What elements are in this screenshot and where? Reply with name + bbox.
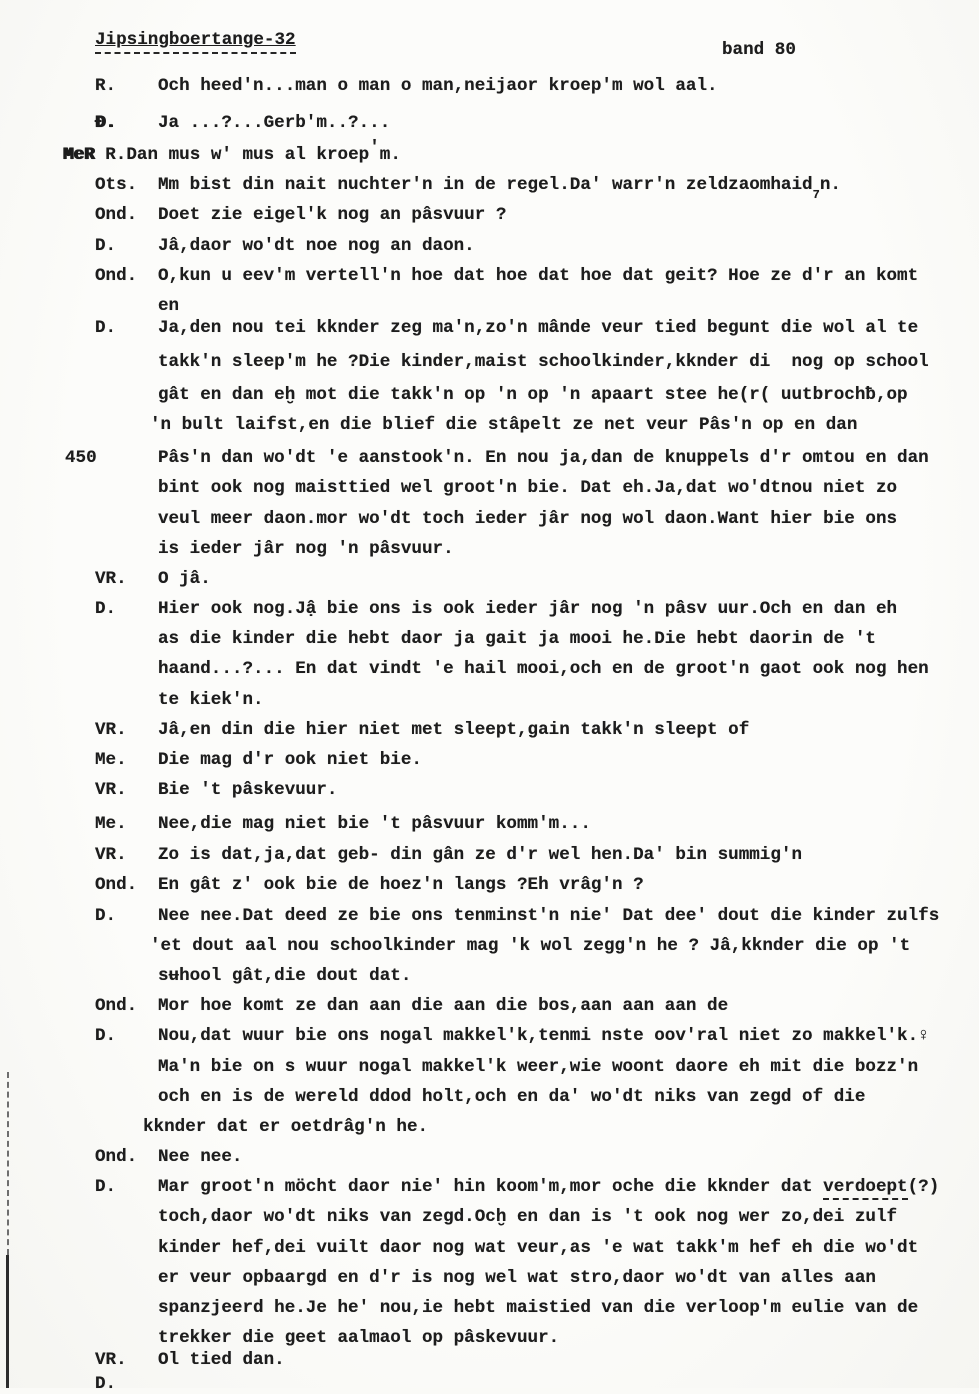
- transcript-line: [0, 1087, 979, 1117]
- line-text: [150, 415, 857, 435]
- line-text: [158, 1087, 865, 1107]
- line-text: [158, 1057, 918, 1077]
- line-text-part: kknder dat er oetdrâg'n he.: [143, 1116, 429, 1137]
- transcript-line: [0, 415, 979, 448]
- transcript-line: [0, 1057, 979, 1087]
- transcript-line: [0, 780, 979, 814]
- speaker-label: R.: [95, 76, 117, 96]
- transcript-line: [0, 1350, 979, 1380]
- transcript-line: [0, 509, 979, 539]
- line-text-part: Nee,die mag niet bie 't pâsvuur komm'm...: [158, 814, 591, 835]
- transcript-line: [0, 1147, 979, 1177]
- line-text: [143, 1117, 428, 1137]
- speaker-label: VR.: [95, 845, 127, 866]
- line-text-part: trekker die geet aalmaol op pâskevuur.: [158, 1328, 560, 1349]
- speaker-label: Me.: [95, 750, 127, 770]
- speaker-label: Ond.: [95, 265, 138, 286]
- line-text-part: och en is de wereld ddod holt,och en da' wo'dt niks van zegd of die: [158, 1086, 866, 1107]
- line-text-part: gât en dan eḫ mot die takk'n op 'n op 'n apaart stee he(r( uutbrochƀ,op: [158, 384, 908, 405]
- line-text: [158, 509, 897, 529]
- transcript-line: [0, 1298, 979, 1328]
- line-text-part: Ja,den nou tei kknder zeg ma'n,zo'n mânde veur tied begunt die wol al te: [158, 317, 919, 338]
- line-text-part: 'et dout aal nou schoolkinder mag 'k wol zegg'n he ? Jâ,kknder die op 't: [150, 935, 911, 956]
- line-text-part: Jâ,en din die hier niet met sleept,gain takk'n sleept of: [158, 719, 750, 740]
- line-text: [158, 845, 802, 865]
- transcript-line: [0, 629, 979, 659]
- band-number: band 80: [722, 40, 796, 60]
- line-text-part: bint ook nog maisttied wel groot'n bie. Dat eh.Ja,dat wo'dtnou niet zo: [158, 478, 898, 499]
- margin-number: 450: [65, 448, 97, 469]
- line-text-part: Die mag d'r ook niet bie.: [158, 750, 422, 770]
- line-text-part: En gât z' ook bie de hoez'n langs ?Eh vrâg'n ?: [158, 875, 644, 896]
- cutoff-speaker-label: D.: [95, 1374, 117, 1394]
- line-text: [158, 478, 897, 498]
- line-text: [158, 906, 939, 926]
- line-text-part: is ieder jâr nog 'n pâsvuur.: [158, 538, 454, 559]
- line-text: [158, 629, 876, 649]
- line-text: [150, 936, 910, 956]
- transcript-line: [0, 690, 979, 720]
- line-text-part: verdoept: [823, 1177, 907, 1200]
- speaker-label: VR.: [95, 568, 127, 589]
- transcript-line: [0, 318, 979, 352]
- transcript-line: [0, 1177, 979, 1207]
- speaker-label: Ond.: [95, 875, 138, 896]
- transcript-line: [0, 296, 979, 318]
- line-text: [158, 1350, 285, 1370]
- transcript-line: [0, 448, 979, 478]
- line-text-part: as die kinder die hebt daor ja gait ja mooi he.Die hebt daorin de 't: [158, 629, 876, 650]
- transcript-line: [0, 352, 979, 385]
- line-text: [158, 814, 591, 834]
- line-text: [158, 296, 179, 316]
- line-text-part: Jâ,daor wo'dt noe nog an daon.: [158, 235, 475, 256]
- speaker-label: D.: [95, 599, 117, 620]
- line-text: [63, 138, 401, 165]
- line-text-part: Hier ook nog.Jậ bie ons is ook ieder jâr nog 'n pâsv uur.Och en dan eh: [158, 599, 898, 620]
- line-text-part: Pâs'n dan wo'dt 'e aanstook'n. En nou ja,dan de knuppels d'r omtou en dan: [158, 448, 929, 469]
- transcript-line: [0, 1117, 979, 1147]
- transcript: [0, 76, 979, 1380]
- line-text: [158, 236, 475, 256]
- transcript-line: [0, 205, 979, 235]
- speaker-label: D.: [95, 1026, 117, 1047]
- line-text: [158, 266, 918, 286]
- line-text: [158, 599, 897, 619]
- speaker-label: Ɖ.: [95, 113, 117, 133]
- line-text: [158, 750, 422, 770]
- transcript-line: [0, 385, 979, 415]
- line-text-part: MeR: [63, 145, 95, 165]
- speaker-label: Me.: [95, 814, 127, 835]
- line-text: [158, 175, 841, 203]
- line-text-part: Nou,dat wuur bie ons nogal makkel'k,tenmi nste oov'ral niet zo makkel'k.♀: [158, 1026, 929, 1047]
- line-text: [158, 1238, 918, 1258]
- line-text-part: veul meer daon.mor wo'dt toch ieder jâr nog wol daon.Want hier bie ons: [158, 508, 898, 529]
- line-text-part: er veur opbaargd en d'r is nog wel wat stro,daor wo'dt van alles aan: [158, 1267, 876, 1288]
- transcript-line: [0, 175, 979, 205]
- line-text: [158, 205, 506, 225]
- transcript-line: [0, 478, 979, 508]
- line-text: [158, 1207, 897, 1227]
- line-text-part: Doet zie eigel'k nog an pâsvuur ?: [158, 205, 507, 226]
- line-text-part: toch,daor wo'dt niks van zegd.Ocḫ en dan is 't ook nog wer zo,dei zulf: [158, 1207, 898, 1228]
- line-text-part: en: [158, 295, 180, 316]
- line-text: [158, 1177, 939, 1197]
- transcript-line: [0, 1238, 979, 1268]
- line-text: [158, 448, 929, 468]
- line-text-part: 7: [812, 188, 820, 203]
- speaker-label: D.: [95, 905, 117, 926]
- line-text-part: Zo is dat,ja,dat geb- din gân ze d'r wel hen.Da' bin summig'n: [158, 845, 803, 866]
- line-text-part: te kiek'n.: [158, 689, 264, 710]
- line-text-part: Mor hoe komt ze dan aan die aan die bos,aan aan aan de: [158, 996, 729, 1017]
- transcript-line: [0, 996, 979, 1026]
- transcript-line: [0, 1207, 979, 1237]
- line-text-part: sʉhool gât,die dout dat.: [158, 965, 412, 986]
- transcript-line: [0, 266, 979, 296]
- line-text-part: R.Dan mus w' mus al kroep: [94, 145, 370, 165]
- page-title: Jipsingboertange-32: [95, 30, 296, 54]
- line-text: [158, 690, 264, 710]
- line-text: [158, 1298, 918, 1318]
- transcript-line: [0, 113, 979, 145]
- speaker-label: VR.: [95, 780, 127, 801]
- line-text: [158, 996, 728, 1016]
- line-text: [158, 113, 390, 133]
- line-text-part: Nee nee.Dat deed ze bie ons tenminst'n nie' Dat dee' dout die kinder zulfs: [158, 905, 940, 926]
- transcript-line: [0, 599, 979, 629]
- line-text: [158, 1268, 876, 1288]
- speaker-label: Ots.: [95, 175, 138, 196]
- transcript-line: [0, 936, 979, 966]
- speaker-label: D.: [95, 235, 117, 256]
- line-text-part: O jâ.: [158, 568, 211, 589]
- line-text-part: kinder hef,dei vuilt daor nog wat veur,as 'e wat takk'm hef eh die wo'dt: [158, 1237, 919, 1258]
- left-margin-line-dashed: [7, 1072, 9, 1255]
- line-text: [158, 352, 929, 372]
- line-text: [158, 1026, 929, 1046]
- line-text: [158, 385, 908, 405]
- line-text-part: 'n bult laifst,en die blief die stâpelt ze net veur Pâs'n op en dan: [150, 415, 858, 436]
- line-text-part: m.: [379, 145, 401, 165]
- line-text: [158, 780, 338, 800]
- transcript-line: [0, 875, 979, 905]
- transcript-line: [0, 236, 979, 266]
- transcript-line: [0, 845, 979, 875]
- line-text-part: spanzjeerd he.Je he' nou,ie hebt maistied van die verloop'm eulie van de: [158, 1298, 919, 1318]
- transcript-line: [0, 720, 979, 750]
- speaker-label: VR.: [95, 1350, 127, 1371]
- transcript-line: [0, 814, 979, 845]
- transcript-line: [0, 906, 979, 936]
- line-text: [158, 720, 749, 740]
- speaker-label: VR.: [95, 719, 127, 740]
- transcript-line: [0, 138, 979, 175]
- speaker-label: D.: [95, 317, 117, 338]
- left-margin-line-solid: [6, 1255, 9, 1388]
- line-text: [158, 318, 918, 338]
- speaker-label: Ond.: [95, 205, 138, 226]
- line-text: [158, 569, 211, 589]
- line-text: [158, 539, 454, 559]
- line-text-part: Ma'n bie on s wuur nogal makkel'k weer,wie woont daore eh mit die bozz'n: [158, 1056, 919, 1077]
- transcript-line: [0, 966, 979, 996]
- line-text-part: Mar groot'n möcht daor nie' hin koom'm,mor oche die kknder dat: [158, 1177, 824, 1198]
- speaker-label: Ond.: [95, 1147, 138, 1168]
- transcript-line: [0, 569, 979, 599]
- speaker-label: Ond.: [95, 996, 138, 1017]
- line-text: [158, 966, 411, 986]
- line-text-part: Nee nee.: [158, 1147, 243, 1168]
- line-text-part: (?): [907, 1177, 940, 1198]
- line-text-part: Ol tied dan.: [158, 1350, 285, 1371]
- line-text-part: Bie 't pâskevuur.: [158, 780, 338, 801]
- line-text-part: Ja ...?...Gerb'm..?...: [158, 113, 391, 133]
- transcript-line: [0, 1268, 979, 1298]
- transcript-line: [0, 659, 979, 689]
- transcript-line: [0, 76, 979, 113]
- line-text-part: Och heed'n...man o man o man,neijaor kroep'm wol aal.: [158, 76, 718, 96]
- line-text: [158, 1147, 242, 1167]
- line-text-part: O,kun u eev'm vertell'n hoe dat hoe dat hoe dat geit? Hoe ze d'r an komt: [158, 265, 919, 286]
- line-text-part: Mm bist din nait nuchter'n in de regel.Da' warr'n zeldzaomhaid: [158, 175, 813, 196]
- line-text: [158, 76, 718, 96]
- transcript-line: [0, 539, 979, 569]
- transcript-line: [0, 1328, 979, 1350]
- line-text-part: ': [369, 138, 380, 158]
- line-text-part: takk'n sleep'm he ?Die kinder,maist schoolkinder,kknder di nog op school: [158, 351, 929, 372]
- line-text: [158, 1328, 559, 1348]
- speaker-label: D.: [95, 1177, 117, 1198]
- line-text: [158, 875, 644, 895]
- transcript-line: [0, 1026, 979, 1056]
- line-text-part: n.: [819, 175, 841, 196]
- line-text-part: haand...?... En dat vindt 'e hail mooi,och en de groot'n gaot ook nog hen: [158, 659, 929, 680]
- line-text: [158, 659, 929, 679]
- transcript-line: [0, 750, 979, 780]
